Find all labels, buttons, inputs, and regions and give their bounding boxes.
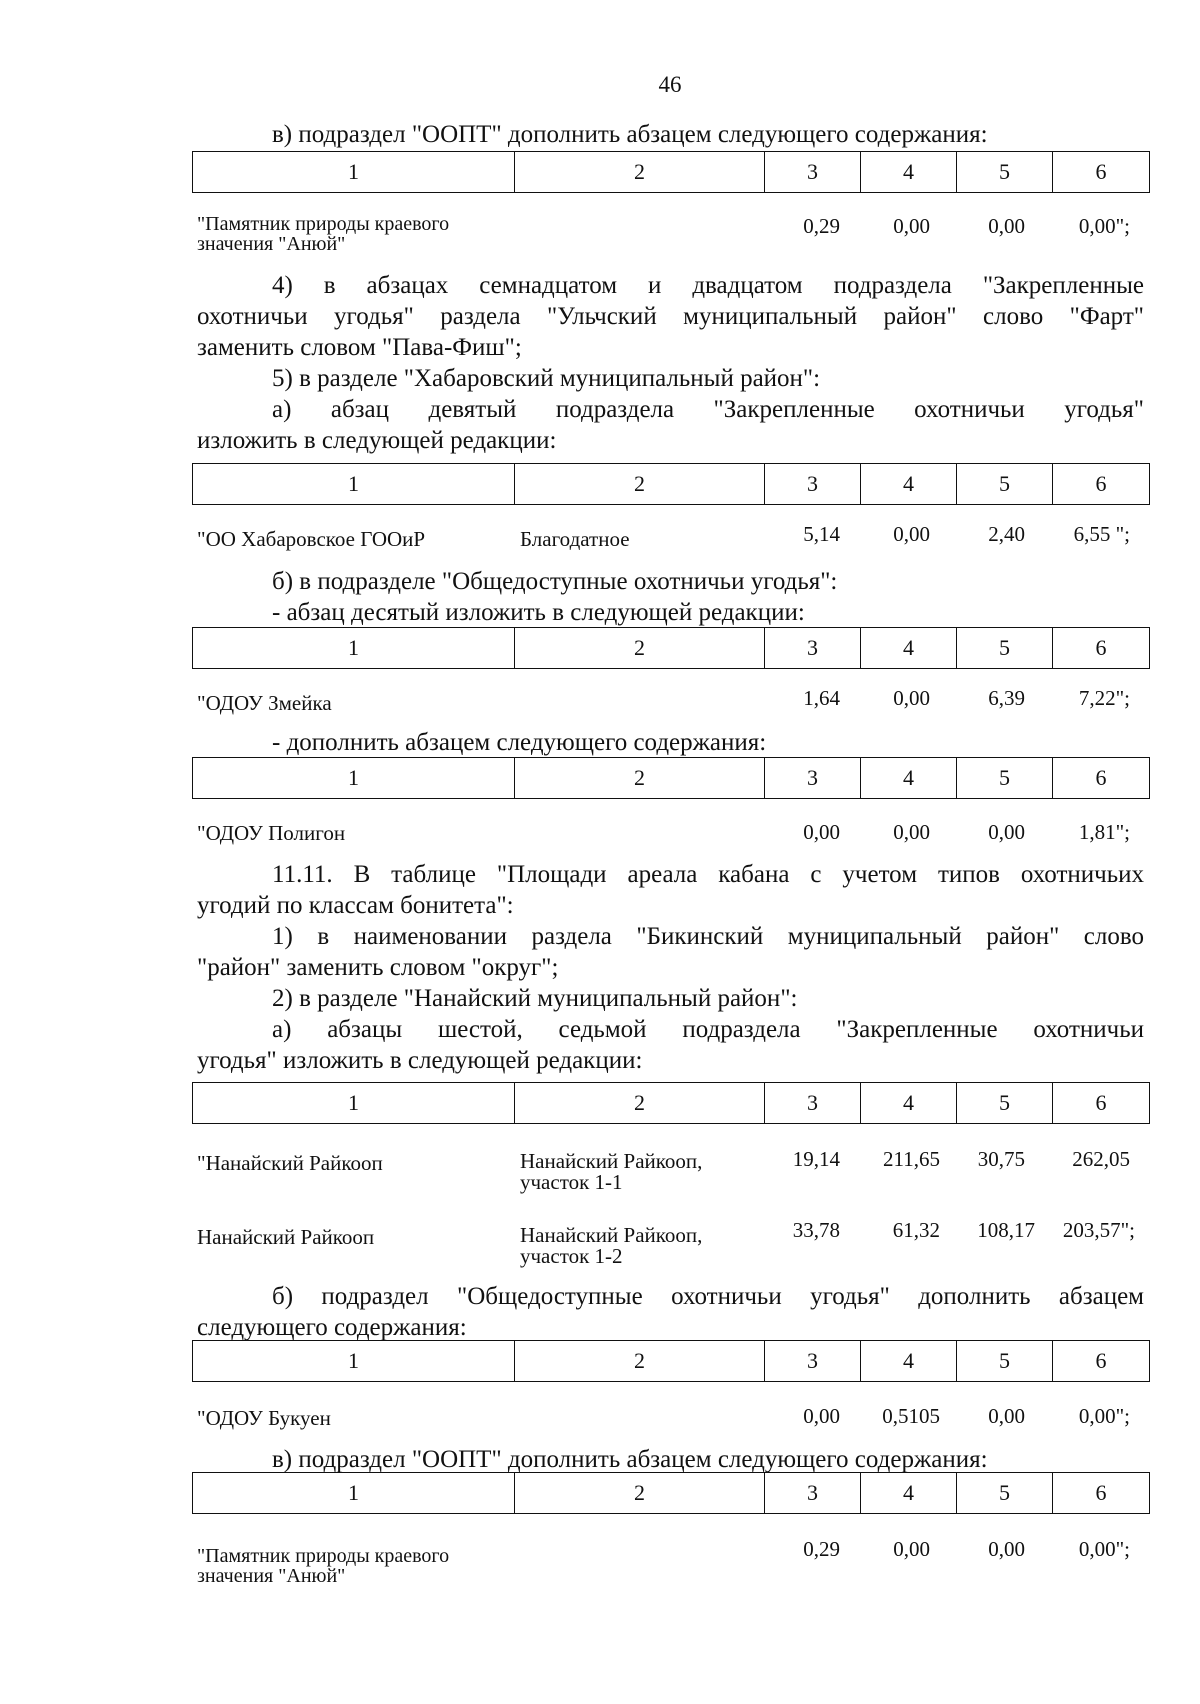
table-row-name: "Памятник природы краевого — [197, 213, 450, 235]
value-col-4: 0,00 — [893, 214, 930, 238]
value-col-6: 203,57"; — [1062, 1218, 1135, 1242]
header-col-2: 2 — [515, 1083, 765, 1124]
header-col-1: 1 — [193, 758, 515, 799]
value-col-6: 6,55 "; — [1073, 522, 1130, 546]
paragraph-1-line-1: 1) в наименовании раздела "Бикинский муниципальный район" слово — [272, 923, 1144, 950]
table-row-area: Благодатное — [520, 527, 630, 551]
table-row-name: "ОДОУ Букуен — [197, 1406, 331, 1430]
value-col-4: 0,00 — [893, 522, 930, 546]
value-col-5: 2,40 — [988, 522, 1025, 546]
table-row-name: "Нанайский Райкооп — [197, 1151, 383, 1175]
header-col-3: 3 — [765, 758, 861, 799]
table-row-area: Нанайский Райкооп, — [520, 1223, 703, 1247]
paragraph-4-line-3: заменить словом "Пава-Фиш"; — [197, 334, 522, 361]
header-col-5: 5 — [957, 464, 1053, 505]
header-col-4: 4 — [861, 464, 957, 505]
table-row-area-cont: участок 1-1 — [520, 1170, 623, 1194]
column-header-table-5 — [192, 1082, 1150, 1124]
paragraph-1-line-2: "район" заменить словом "округ"; — [197, 954, 559, 981]
header-col-3: 3 — [765, 1473, 861, 1514]
paragraph-5a-line-1: а) абзац девятый подраздела "Закрепленные охотничьи угодья" — [272, 396, 1144, 423]
header-col-5: 5 — [957, 152, 1053, 193]
header-col-1: 1 — [193, 464, 515, 505]
column-header-table-7 — [192, 1472, 1150, 1514]
table-row-area: Нанайский Райкооп, — [520, 1149, 703, 1173]
page-number: 46 — [658, 72, 682, 97]
header-col-5: 5 — [957, 1341, 1053, 1382]
value-col-5: 0,00 — [988, 214, 1025, 238]
header-col-4: 4 — [861, 758, 957, 799]
value-col-3: 0,00 — [803, 1404, 840, 1428]
value-col-3: 0,29 — [803, 1537, 840, 1561]
table-row-name: "ОДОУ Змейка — [197, 691, 332, 715]
table-row-name-cont: значения "Анюй" — [197, 1565, 346, 1587]
value-col-3: 0,29 — [803, 214, 840, 238]
header-col-3: 3 — [765, 1083, 861, 1124]
header-col-6: 6 — [1053, 1083, 1150, 1124]
value-col-4: 0,00 — [893, 686, 930, 710]
value-col-4: 0,00 — [893, 820, 930, 844]
value-col-6: 0,00"; — [1078, 1537, 1130, 1561]
value-col-6: 0,00"; — [1078, 214, 1130, 238]
table-row-name: "ОДОУ Полигон — [197, 821, 346, 845]
paragraph-11-11-line-1: 11.11. В таблице "Площади ареала кабана с учетом типов охотничьих — [272, 861, 1144, 888]
value-col-6: 0,00"; — [1078, 1404, 1130, 1428]
value-col-5: 0,00 — [988, 1404, 1025, 1428]
header-col-4: 4 — [861, 152, 957, 193]
paragraph-2a-line-1: а) абзацы шестой, седьмой подраздела "Закрепленные охотничьи — [272, 1016, 1144, 1043]
header-col-5: 5 — [957, 758, 1053, 799]
header-col-4: 4 — [861, 1341, 957, 1382]
header-col-6: 6 — [1053, 628, 1150, 669]
header-col-3: 3 — [765, 1341, 861, 1382]
header-col-3: 3 — [765, 628, 861, 669]
header-col-3: 3 — [765, 152, 861, 193]
paragraph-2b-line-1: б) подраздел "Общедоступные охотничьи угодья" дополнить абзацем — [272, 1283, 1144, 1310]
header-col-4: 4 — [861, 1083, 957, 1124]
header-col-2: 2 — [515, 628, 765, 669]
header-col-6: 6 — [1053, 1473, 1150, 1514]
column-header-table-6 — [192, 1340, 1150, 1382]
paragraph-4-line-2: охотничьи угодья" раздела "Ульчский муниципальный район" слово "Фарт" — [197, 303, 1144, 330]
header-col-4: 4 — [861, 1473, 957, 1514]
value-col-6: 262,05 — [1072, 1147, 1130, 1171]
value-col-4: 0,00 — [893, 1537, 930, 1561]
header-col-1: 1 — [193, 628, 515, 669]
header-col-2: 2 — [515, 1341, 765, 1382]
value-col-3: 33,78 — [792, 1218, 840, 1242]
value-col-5: 0,00 — [988, 820, 1025, 844]
column-header-table-3 — [192, 627, 1150, 669]
header-col-1: 1 — [193, 152, 515, 193]
header-col-4: 4 — [861, 628, 957, 669]
value-col-5: 108,17 — [977, 1218, 1035, 1242]
paragraph-11-11-line-2: угодий по классам бонитета": — [197, 892, 514, 919]
paragraph-2: 2) в разделе "Нанайский муниципальный район": — [272, 985, 798, 1012]
table-row-name: "ОО Хабаровское ГООиР — [197, 527, 426, 551]
paragraph-4-line-1: 4) в абзацах семнадцатом и двадцатом подраздела "Закрепленные — [272, 272, 1144, 299]
header-col-2: 2 — [515, 152, 765, 193]
table-row-area-cont: участок 1-2 — [520, 1244, 623, 1268]
table-row-name: Нанайский Райкооп — [197, 1225, 375, 1249]
value-col-5: 0,00 — [988, 1537, 1025, 1561]
value-col-5: 30,75 — [977, 1147, 1025, 1171]
table-row-name-cont: значения "Анюй" — [197, 233, 346, 255]
value-col-3: 19,14 — [792, 1147, 840, 1171]
value-col-4: 61,32 — [892, 1218, 940, 1242]
paragraph-5a-line-2: изложить в следующей редакции: — [197, 427, 557, 454]
table-row-name: "Памятник природы краевого — [197, 1545, 450, 1567]
value-col-5: 6,39 — [988, 686, 1025, 710]
header-col-6: 6 — [1053, 152, 1150, 193]
header-col-5: 5 — [957, 628, 1053, 669]
value-col-6: 7,22"; — [1078, 686, 1130, 710]
header-col-6: 6 — [1053, 1341, 1150, 1382]
value-col-3: 0,00 — [803, 820, 840, 844]
header-col-3: 3 — [765, 464, 861, 505]
header-col-6: 6 — [1053, 758, 1150, 799]
column-header-table-1 — [192, 151, 1150, 193]
header-col-6: 6 — [1053, 464, 1150, 505]
column-header-table-4 — [192, 757, 1150, 799]
paragraph-2b-line-2: следующего содержания: — [197, 1314, 467, 1341]
value-col-4: 211,65 — [883, 1147, 940, 1171]
paragraph-oopt-1: в) подраздел "ООПТ" дополнить абзацем следующего содержания: — [272, 121, 988, 148]
paragraph-5b-1: - абзац десятый изложить в следующей редакции: — [272, 599, 805, 626]
header-col-1: 1 — [193, 1473, 515, 1514]
value-col-3: 5,14 — [803, 522, 840, 546]
header-col-2: 2 — [515, 1473, 765, 1514]
header-col-2: 2 — [515, 758, 765, 799]
paragraph-5: 5) в разделе "Хабаровский муниципальный район": — [272, 365, 821, 392]
paragraph-5b: б) в подразделе "Общедоступные охотничьи угодья": — [272, 568, 838, 595]
header-col-2: 2 — [515, 464, 765, 505]
value-col-4: 0,5105 — [882, 1404, 940, 1428]
header-col-1: 1 — [193, 1083, 515, 1124]
header-col-1: 1 — [193, 1341, 515, 1382]
paragraph-5b-2: - дополнить абзацем следующего содержания: — [272, 729, 767, 756]
paragraph-oopt-2: в) подраздел "ООПТ" дополнить абзацем следующего содержания: — [272, 1446, 988, 1473]
header-col-5: 5 — [957, 1473, 1053, 1514]
value-col-6: 1,81"; — [1078, 820, 1130, 844]
header-col-5: 5 — [957, 1083, 1053, 1124]
column-header-table-2 — [192, 463, 1150, 505]
paragraph-2a-line-2: угодья" изложить в следующей редакции: — [197, 1047, 643, 1074]
value-col-3: 1,64 — [803, 686, 840, 710]
